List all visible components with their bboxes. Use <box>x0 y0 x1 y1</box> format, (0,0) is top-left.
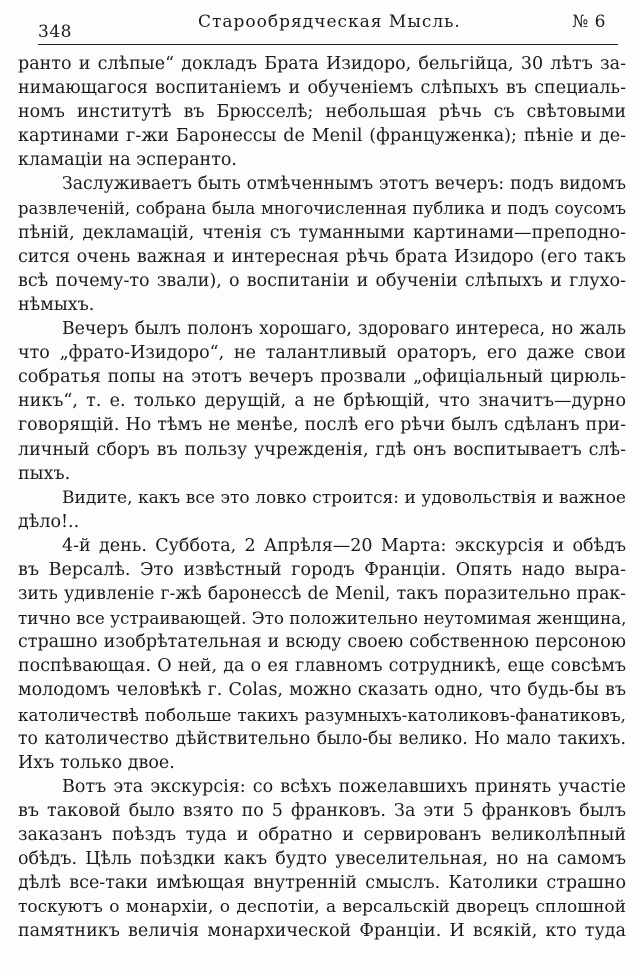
text-line: страшно изобрѣтательная и всюду своею собственною персоною <box>18 632 626 653</box>
text-line: развлеченій, собрана была многочисленная публика и подъ соусомъ <box>18 198 626 218</box>
journal-title: Старообрядческая Мысль. <box>198 12 461 32</box>
text-line: дѣлѣ все-таки имѣющая внутренній смыслъ. Католики страшно <box>18 873 626 894</box>
text-line: поспѣвающая. О ней, да о ея главномъ сотрудникѣ, еще совсѣмъ <box>18 656 626 677</box>
text-line: заказанъ поѣздъ туда и обратно и сервированъ великолѣпный <box>18 825 626 845</box>
text-line: то католичество дѣйствительно было-бы велико. Но мало такихъ. <box>18 728 626 749</box>
body-text <box>18 52 626 943</box>
text-line: картинами г-жи Баронессы de Menil (француженка); пѣніе и де- <box>18 126 626 147</box>
text-line: въ Версалѣ. Это извѣстный городъ Франціи. Опять надо выра- <box>18 559 626 580</box>
text-line: молодомъ человѣкѣ г. Colas, можно сказать одно, что будь-бы въ <box>18 680 626 701</box>
paragraph-first-line: Вечеръ былъ полонъ хорошаго, здороваго интереса, но жаль <box>62 319 626 340</box>
header-rule <box>38 44 618 45</box>
page-number: 348 <box>38 22 72 42</box>
text-line: кламаціи на эсперанто. <box>18 150 237 171</box>
text-line: Ихъ только двое. <box>18 752 175 773</box>
text-line: католичествѣ побольше такихъ разумныхъ-католиковъ-фанатиковъ, <box>18 704 626 725</box>
text-line: что „фрато-Изидоро“, не талантливый ораторъ, его даже свои <box>18 343 626 364</box>
text-line: тично все устраивающей. Это положительно неутомимая женщина, <box>18 608 626 629</box>
text-line: говорящій. Но тѣмъ не менѣе, послѣ его рѣчи былъ сдѣланъ при- <box>18 415 626 436</box>
text-line: дѣло!.. <box>18 511 80 532</box>
paragraph-first-line: 4-й день. Суббота, 2 Апрѣля—20 Марта: экскурсія и обѣдъ <box>62 535 626 556</box>
paragraph-first-line: Видите, какъ все это ловко строится: и удовольствія и важное <box>62 487 626 508</box>
text-line: личный сборъ въ пользу учрежденія, гдѣ онъ воспитываетъ слѣ- <box>18 439 626 460</box>
text-line: памятникъ величія монархической Франціи. И всякій, кто туда <box>18 921 626 942</box>
text-line: сится очень важная и интересная рѣчь брата Изидоро (его такъ <box>18 246 626 267</box>
text-line: никъ“, т. е. только дерущій, а не брѣющій, что значитъ—дурно <box>18 391 626 412</box>
issue-number: № 6 <box>572 12 606 32</box>
text-line: въ таковой было взято по 5 франковъ. За эти 5 франковъ былъ <box>18 800 626 821</box>
text-line: тоскуютъ о монархіи, о деспотіи, а версальскій дворецъ сплошной <box>18 897 626 918</box>
paragraph-first-line: Вотъ эта экскурсія: со всѣхъ пожелавшихъ принять участіе <box>62 776 626 797</box>
text-line: пыхъ. <box>18 463 71 484</box>
text-line: нѣмыхъ. <box>18 294 95 315</box>
text-line: собратья попы на этотъ вечеръ прозвали „офиціальный цирюль- <box>18 367 626 388</box>
text-line: ранто и слѣпые“ докладъ Брата Изидоро, бельгійца, 30 лѣтъ за- <box>18 54 626 74</box>
running-head <box>38 6 618 46</box>
text-line: нимающагося воспитаніемъ и обученіемъ слѣпыхъ въ специаль- <box>18 78 626 99</box>
text-line: зить удивленіе г-жѣ баронессѣ de Menil, такъ поразительно прак- <box>18 584 626 605</box>
text-line: обѣдъ. Цѣль поѣздки какъ будто увеселительная, но на самомъ <box>18 849 626 870</box>
text-line: всѣ почему-то звали), о воспитаніи и обученіи слѣпыхъ и глухо- <box>18 270 626 291</box>
paragraph-first-line: Заслуживаетъ быть отмѣченнымъ этотъ вечеръ: подъ видомъ <box>62 174 626 195</box>
text-line: номъ институтѣ въ Брюсселѣ; небольшая рѣчь съ свѣтовыми <box>18 102 626 123</box>
text-line: пѣній, декламацій, чтенія съ туманными картинами—преподно- <box>18 222 626 243</box>
